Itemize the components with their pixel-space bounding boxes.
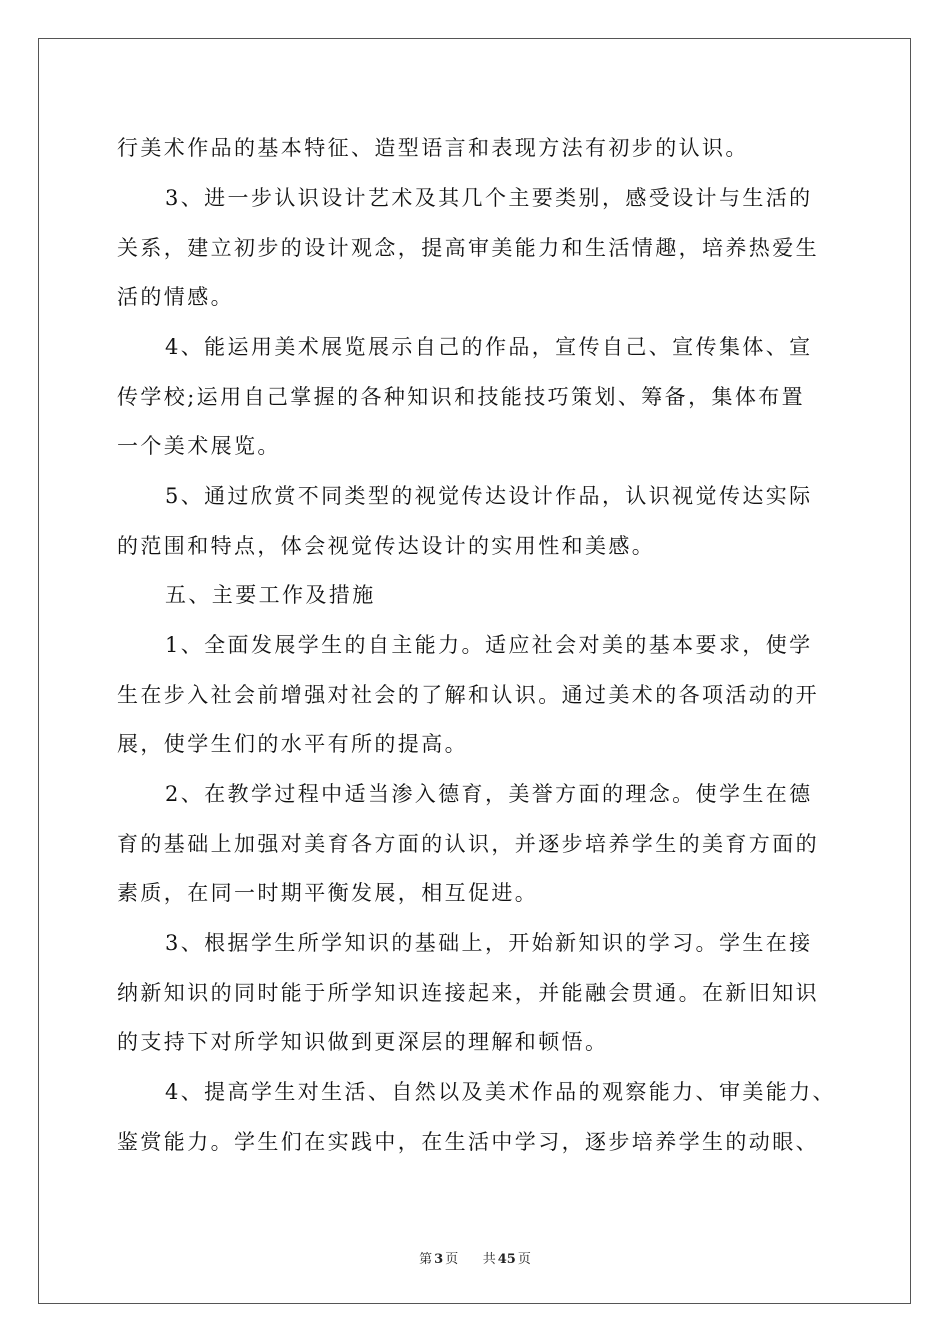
section-heading: 五、主要工作及措施 [165, 583, 376, 607]
text-line: 生在步入社会前增强对社会的了解和认识。通过美术的各项活动的开 [117, 683, 819, 707]
text-line: 关系，建立初步的设计观念，提高审美能力和生活情趣，培养热爱生 [117, 236, 819, 260]
paragraph-start-line: 4、提高学生对生活、自然以及美术作品的观察能力、审美能力、 [165, 1080, 836, 1104]
page-footer [0, 1248, 950, 1267]
paragraph-start-line: 5、通过欣赏不同类型的视觉传达设计作品，认识视觉传达实际 [165, 484, 813, 508]
text-line: 传学校;运用自己掌握的各种知识和技能技巧策划、筹备，集体布置 [117, 385, 806, 409]
paragraph-start-line: 3、根据学生所学知识的基础上，开始新知识的学习。学生在接 [165, 931, 813, 955]
total-indicator [481, 1252, 533, 1267]
text-line: 一个美术展览。 [117, 434, 281, 458]
page-number: 3 [434, 1252, 444, 1267]
text-line: 纳新知识的同时能于所学知识连接起来，并能融会贯通。在新旧知识 [117, 981, 819, 1005]
page-suffix: 页 [445, 1252, 459, 1267]
total-pages: 45 [497, 1252, 516, 1267]
paragraph-start-line: 2、在教学过程中适当渗入德育，美誉方面的理念。使学生在德 [165, 782, 813, 806]
text-line: 鉴赏能力。学生们在实践中，在生活中学习，逐步培养学生的动眼、 [117, 1130, 819, 1154]
text-line: 活的情感。 [117, 285, 234, 309]
text-line: 行美术作品的基本特征、造型语言和表现方法有初步的认识。 [117, 136, 749, 160]
paragraph-start-line: 4、能运用美术展览展示自己的作品，宣传自己、宣传集体、宣 [165, 335, 813, 359]
paragraph-start-line: 3、进一步认识设计艺术及其几个主要类别，感受设计与生活的 [165, 186, 813, 210]
paragraph-start-line: 1、全面发展学生的自主能力。适应社会对美的基本要求，使学 [165, 633, 813, 657]
text-line: 的支持下对所学知识做到更深层的理解和顿悟。 [117, 1030, 609, 1054]
page-indicator [417, 1252, 460, 1267]
text-line: 展，使学生们的水平有所的提高。 [117, 732, 468, 756]
text-line: 的范围和特点，体会视觉传达设计的实用性和美感。 [117, 534, 656, 558]
text-line: 素质，在同一时期平衡发展，相互促进。 [117, 881, 539, 905]
total-prefix: 共 [482, 1252, 496, 1267]
text-line: 育的基础上加强对美育各方面的认识，并逐步培养学生的美育方面的 [117, 832, 819, 856]
total-suffix: 页 [517, 1252, 531, 1267]
page-prefix: 第 [419, 1252, 433, 1267]
